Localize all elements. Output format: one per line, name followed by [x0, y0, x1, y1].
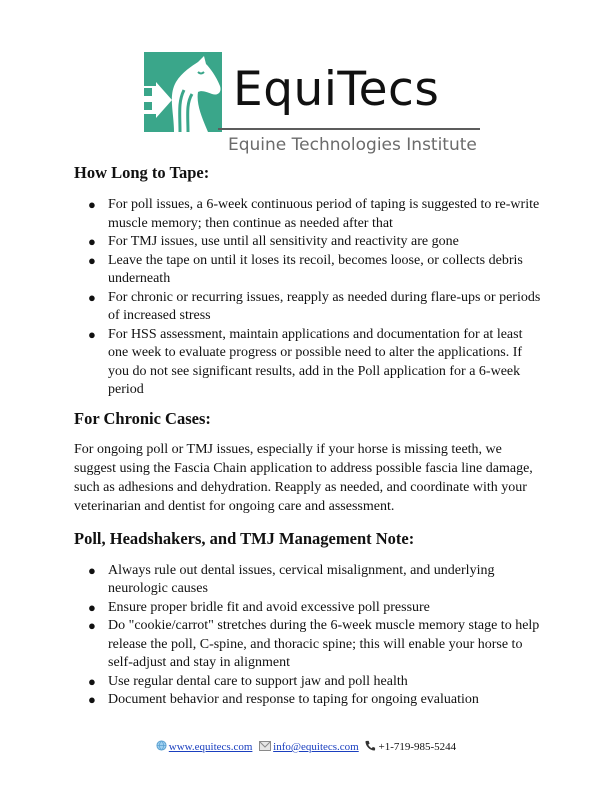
- how-long-list: [74, 196, 544, 400]
- bullet-icon: ●: [88, 673, 96, 689]
- section-heading-how-long: How Long to Tape:: [74, 163, 210, 182]
- phone-icon: [365, 740, 376, 751]
- list-item-text: Document behavior and response to taping for ongoing evaluation: [108, 692, 479, 707]
- bullet-icon: ●: [88, 562, 96, 578]
- brand-divider: [218, 128, 480, 130]
- list-item-text: Leave the tape on until it loses its recoil, becomes loose, or collects debris underneath: [108, 252, 523, 286]
- list-item-text: For HSS assessment, maintain applications and documentation for at least one week to evaluate progress or possible need to alter the applications. If you do not see significant results, add in the Poll application for a 6-week period: [108, 326, 523, 397]
- list-item: [74, 691, 544, 710]
- brand-name: EquiTecs: [233, 62, 440, 117]
- list-item: [74, 196, 544, 233]
- section-heading-management: Poll, Headshakers, and TMJ Management Note:: [74, 528, 415, 548]
- bullet-icon: ●: [88, 326, 96, 342]
- chronic-paragraph: For ongoing poll or TMJ issues, especially if your horse is missing teeth, we suggest using the Fascia Chain application to address possible fascia line damage, such as adhesions and dehydration. Reapply as needed, and coordinate with your veterinarian and dentist for ongoing care and assessment.: [74, 441, 533, 514]
- bullet-icon: ●: [88, 289, 96, 305]
- list-item: [74, 617, 544, 673]
- email-link[interactable]: info@equitecs.com: [273, 741, 359, 753]
- bullet-icon: ●: [88, 252, 96, 268]
- management-list: [74, 562, 544, 710]
- document-body: [74, 160, 544, 710]
- list-item: [74, 289, 544, 326]
- letterhead: [0, 44, 612, 156]
- list-item-text: Always rule out dental issues, cervical misalignment, and underlying neurologic causes: [108, 562, 495, 596]
- bullet-icon: ●: [88, 599, 96, 615]
- list-item: [74, 562, 544, 599]
- list-item-text: Use regular dental care to support jaw and poll health: [108, 673, 408, 689]
- bullet-icon: ●: [88, 234, 96, 249]
- list-item-text: For poll issues, a 6-week continuous period of taping is suggested to re-write muscle memory; then continue as needed after that: [108, 197, 540, 231]
- list-item: [74, 673, 544, 692]
- globe-icon: [156, 740, 167, 751]
- bullet-icon: ●: [88, 692, 96, 707]
- list-item: [74, 233, 544, 252]
- website-link[interactable]: www.equitecs.com: [168, 741, 253, 753]
- brand-tagline: Equine Technologies Institute: [228, 135, 477, 155]
- bullet-icon: ●: [88, 197, 96, 212]
- horse-logo-icon: [144, 52, 222, 132]
- list-item: [74, 326, 544, 400]
- list-item-text: For TMJ issues, use until all sensitivity and reactivity are gone: [108, 234, 459, 249]
- list-item: [74, 599, 544, 618]
- bullet-icon: ●: [88, 618, 96, 633]
- list-item: [74, 252, 544, 289]
- contact-footer: [0, 740, 612, 754]
- list-item-text: For chronic or recurring issues, reapply as needed during flare-ups or periods of increased stress: [108, 289, 541, 323]
- list-item-text: Ensure proper bridle fit and avoid excessive poll pressure: [108, 599, 430, 615]
- list-item-text: Do "cookie/carrot" stretches during the 6-week muscle memory stage to help release the poll, C-spine, and thoracic spine; this will enable your horse to self-adjust and stay in alignment: [108, 618, 540, 670]
- section-heading-chronic: For Chronic Cases:: [74, 408, 211, 428]
- phone-number: +1-719-985-5244: [378, 741, 457, 753]
- envelope-icon: [259, 741, 271, 751]
